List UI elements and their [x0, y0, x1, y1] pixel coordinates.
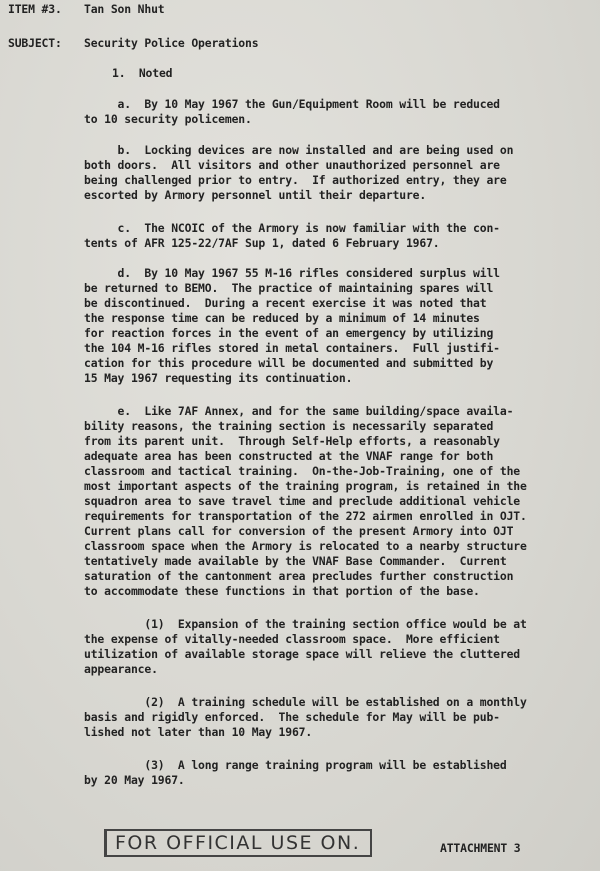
para-a-line: a. By 10 May 1967 the Gun/Equipment Room will be reduced [84, 97, 500, 111]
para-d-line: for reaction forces in the event of an emergency by utilizing [84, 326, 494, 340]
para-e3-line: by 20 May 1967. [84, 773, 185, 787]
para-e1-line: the expense of vitally-needed classroom space. More efficient [84, 632, 500, 646]
para-d-line: cation for this procedure will be documented and submitted by [84, 356, 494, 370]
para-e-line: tentatively made available by the VNAF Base Commander. Current [84, 554, 507, 568]
para-e-line: squadron area to save travel time and preclude additional vehicle [84, 494, 521, 508]
para-e-line: most important aspects of the training program, is retained in the [84, 479, 527, 493]
subject-value: Security Police Operations [84, 36, 259, 50]
para-d-line: d. By 10 May 1967 55 M-16 rifles considered surplus will [84, 266, 500, 280]
para-a-line: to 10 security policemen. [84, 112, 252, 126]
para-e-line: classroom space when the Armory is relocated to a nearby structure [84, 539, 527, 553]
subject-label: SUBJECT: [8, 36, 62, 50]
item-label: ITEM #3. [8, 2, 62, 16]
para-e1-line: utilization of available storage space will relieve the cluttered [84, 647, 521, 661]
para-e3-line: (3) A long range training program will be established [84, 758, 507, 772]
para-e-line: e. Like 7AF Annex, and for the same building/space availa- [84, 404, 514, 418]
para-e-line: requirements for transportation of the 272 airmen enrolled in OJT. [84, 509, 527, 523]
attachment-label: ATTACHMENT 3 [440, 841, 521, 855]
para-e1-line: appearance. [84, 662, 158, 676]
item-value: Tan Son Nhut [84, 2, 165, 16]
para-b-line: being challenged prior to entry. If authorized entry, they are [84, 173, 507, 187]
para-e-line: to accommodate these functions in that portion of the base. [84, 584, 480, 598]
para-e2-line: basis and rigidly enforced. The schedule for May will be pub- [84, 710, 500, 724]
para-c-line: c. The NCOIC of the Armory is now familiar with the con- [84, 221, 500, 235]
para-b-line: both doors. All visitors and other unauthorized personnel are [84, 158, 500, 172]
section-heading: 1. Noted [112, 66, 173, 80]
official-use-stamp: FOR OFFICIAL USE ON. [104, 829, 372, 857]
para-e-line: saturation of the cantonment area precludes further construction [84, 569, 514, 583]
para-e-line: classroom and tactical training. On-the-Job-Training, one of the [84, 464, 521, 478]
para-d-line: be discontinued. During a recent exercise it was noted that [84, 296, 487, 310]
para-e-line: from its parent unit. Through Self-Help efforts, a reasonably [84, 434, 500, 448]
para-e2-line: (2) A training schedule will be established on a monthly [84, 695, 527, 709]
para-d-line: be returned to BEMO. The practice of maintaining spares will [84, 281, 494, 295]
para-d-line: the 104 M-16 rifles stored in metal containers. Full justifi- [84, 341, 500, 355]
para-b-line: b. Locking devices are now installed and are being used on [84, 143, 514, 157]
para-e2-line: lished not later than 10 May 1967. [84, 725, 313, 739]
para-d-line: 15 May 1967 requesting its continuation. [84, 371, 353, 385]
para-e-line: Current plans call for conversion of the present Armory into OJT [84, 524, 514, 538]
para-b-line: escorted by Armory personnel until their departure. [84, 188, 427, 202]
para-d-line: the response time can be reduced by a minimum of 14 minutes [84, 311, 480, 325]
para-e1-line: (1) Expansion of the training section office would be at [84, 617, 527, 631]
para-e-line: bility reasons, the training section is necessarily separated [84, 419, 494, 433]
para-e-line: adequate area has been constructed at the VNAF range for both [84, 449, 494, 463]
para-c-line: tents of AFR 125-22/7AF Sup 1, dated 6 February 1967. [84, 236, 440, 250]
